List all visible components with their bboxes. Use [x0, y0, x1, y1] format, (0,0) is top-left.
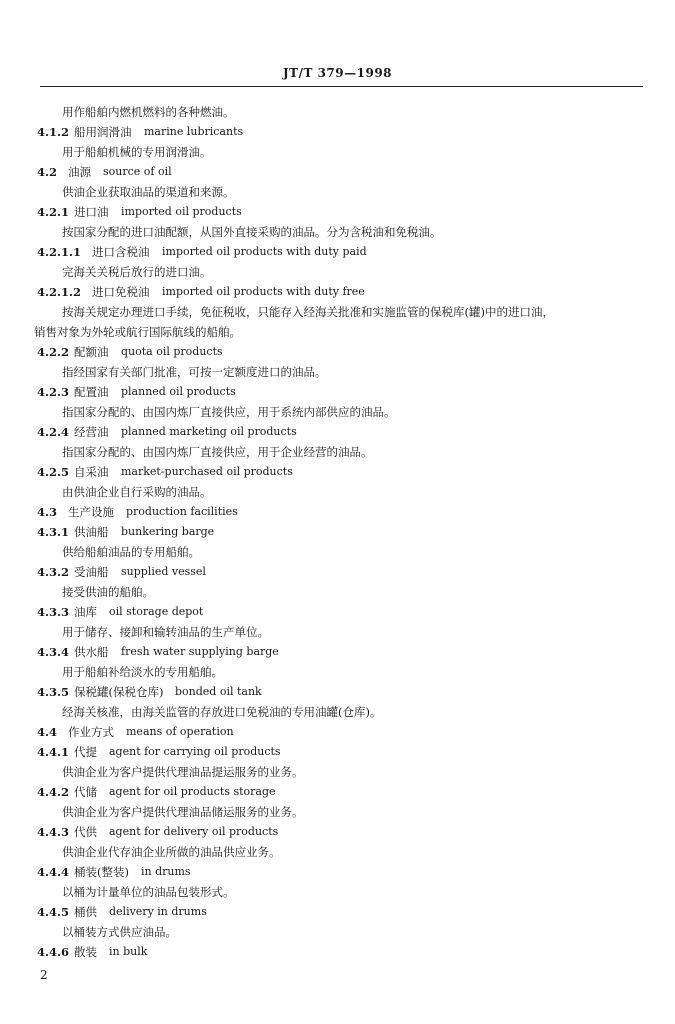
definition-line: 用于船舶补给淡水的专用船舶。	[62, 665, 223, 679]
term-entry	[0, 422, 675, 442]
term-chinese: 进口油	[74, 205, 109, 219]
term-english: delivery in drums	[109, 905, 207, 918]
clause-number: 4.2.5	[37, 465, 70, 479]
term-entry	[0, 722, 675, 742]
clause-number: 4.2.2	[37, 345, 70, 359]
clause-number: 4.2	[37, 165, 58, 179]
clause-number: 4.3.2	[37, 565, 70, 579]
term-entry	[0, 822, 675, 842]
definition-text	[0, 102, 675, 122]
term-entry	[0, 942, 675, 962]
definition-text	[0, 802, 675, 822]
clause-number: 4.3.1	[37, 525, 70, 539]
definition-text	[0, 542, 675, 562]
clause-number: 4.3.5	[37, 685, 70, 699]
definition-text	[0, 662, 675, 682]
clause-number: 4.3.3	[37, 605, 70, 619]
term-chinese: 船用润滑油	[74, 125, 132, 139]
term-entry	[0, 902, 675, 922]
definition-line: 按国家分配的进口油配额，从国外直接采购的油品。分为含税油和免税油。	[62, 225, 442, 239]
clause-number: 4.2.1	[37, 205, 70, 219]
term-english: imported oil products	[121, 205, 242, 218]
clause-number: 4.4.1	[37, 745, 70, 759]
term-english: marine lubricants	[144, 125, 244, 138]
clause-number: 4.2.1.1	[37, 245, 82, 259]
term-english: imported oil products with duty free	[162, 285, 365, 298]
term-english: planned marketing oil products	[121, 425, 297, 438]
term-english: bunkering barge	[121, 525, 215, 538]
term-chinese: 油库	[74, 605, 97, 619]
term-english: fresh water supplying barge	[121, 645, 279, 658]
term-entry	[0, 562, 675, 582]
term-chinese: 桶供	[74, 905, 97, 919]
clause-number: 4.4.2	[37, 785, 70, 799]
term-entry	[0, 602, 675, 622]
term-entry	[0, 122, 675, 142]
clause-number: 4.4.6	[37, 945, 70, 959]
term-entry	[0, 282, 675, 302]
definition-text	[0, 402, 675, 422]
definition-line: 用作船舶内燃机燃料的各种燃油。	[62, 105, 235, 119]
clause-number: 4.4	[37, 725, 58, 739]
term-entry	[0, 522, 675, 542]
definition-text	[0, 582, 675, 602]
term-chinese: 配置油	[74, 385, 109, 399]
term-entry	[0, 462, 675, 482]
definition-text	[0, 442, 675, 462]
clause-number: 4.3	[37, 505, 58, 519]
term-entry	[0, 862, 675, 882]
definition-text	[0, 482, 675, 502]
definition-line: 供给船舶油品的专用船舶。	[62, 545, 200, 559]
definition-line: 供油企业为客户提供代理油品储运服务的业务。	[62, 805, 304, 819]
clause-number: 4.2.4	[37, 425, 70, 439]
term-entry	[0, 502, 675, 522]
term-english: planned oil products	[121, 385, 236, 398]
term-english: in drums	[141, 865, 191, 878]
term-chinese: 供油船	[74, 525, 109, 539]
definition-line: 接受供油的船舶。	[62, 585, 154, 599]
definition-line: 以桶为计量单位的油品包装形式。	[62, 885, 235, 899]
page-number: 2	[40, 968, 48, 982]
term-english: agent for oil products storage	[109, 785, 276, 798]
term-english: oil storage depot	[109, 605, 204, 618]
term-chinese: 进口含税油	[92, 245, 150, 259]
clause-number: 4.4.3	[37, 825, 70, 839]
definition-text	[0, 362, 675, 382]
definition-line: 供油企业获取油品的渠道和来源。	[62, 185, 235, 199]
term-chinese: 代供	[74, 825, 97, 839]
definition-line: 供油企业代存油企业所做的油品供应业务。	[62, 845, 281, 859]
term-entry	[0, 742, 675, 762]
term-english: means of operation	[126, 725, 234, 738]
term-english: market-purchased oil products	[121, 465, 293, 478]
term-entry	[0, 342, 675, 362]
term-chinese: 配额油	[74, 345, 109, 359]
term-entry	[0, 382, 675, 402]
clause-number: 4.3.4	[37, 645, 70, 659]
definition-text	[0, 262, 675, 282]
term-entry	[0, 242, 675, 262]
term-entry	[0, 642, 675, 662]
definition-line: 完海关关税后放行的进口油。	[62, 265, 212, 279]
term-entry	[0, 682, 675, 702]
definition-text	[0, 322, 675, 342]
definition-line: 按海关规定办理进口手续，免征税收，只能存入经海关批准和实施监管的保税库(罐)中的进口油，	[62, 305, 554, 319]
term-chinese: 供水船	[74, 645, 109, 659]
term-english: agent for carrying oil products	[109, 745, 281, 758]
term-entry	[0, 162, 675, 182]
definition-line: 用于储存、接卸和输转油品的生产单位。	[62, 625, 269, 639]
term-english: quota oil products	[121, 345, 223, 358]
definition-text	[0, 762, 675, 782]
header-rule	[40, 86, 643, 87]
term-chinese: 受油船	[74, 565, 109, 579]
term-chinese: 进口免税油	[92, 285, 150, 299]
definition-line: 指经国家有关部门批准，可按一定额度进口的油品。	[62, 365, 327, 379]
definition-line: 指国家分配的、由国内炼厂直接供应，用于系统内部供应的油品。	[62, 405, 396, 419]
term-entry	[0, 782, 675, 802]
term-chinese: 油源	[68, 165, 91, 179]
term-english: in bulk	[109, 945, 148, 958]
definition-line: 供油企业为客户提供代理油品提运服务的业务。	[62, 765, 304, 779]
definition-text	[0, 222, 675, 242]
definition-text	[0, 842, 675, 862]
term-english: agent for delivery oil products	[109, 825, 279, 838]
definition-text	[0, 882, 675, 902]
term-english: production facilities	[126, 505, 238, 518]
clause-number: 4.1.2	[37, 125, 70, 139]
definition-line: 指国家分配的、由国内炼厂直接供应，用于企业经营的油品。	[62, 445, 373, 459]
term-chinese: 散装	[74, 945, 97, 959]
term-chinese: 经营油	[74, 425, 109, 439]
clause-number: 4.4.5	[37, 905, 70, 919]
term-chinese: 代储	[74, 785, 97, 799]
term-chinese: 桶装(整装)	[74, 865, 129, 879]
definition-text	[0, 302, 675, 322]
definition-line: 经海关核准，由海关监管的存放进口免税油的专用油罐(仓库)。	[62, 705, 382, 719]
clause-number: 4.4.4	[37, 865, 70, 879]
document-header: JT/T 379—1998	[282, 66, 393, 80]
definition-text	[0, 142, 675, 162]
clause-number: 4.2.1.2	[37, 285, 82, 299]
term-english: imported oil products with duty paid	[162, 245, 367, 258]
definition-line: 销售对象为外轮或航行国际航线的船舶。	[34, 325, 241, 339]
term-english: bonded oil tank	[175, 685, 262, 698]
document-body	[0, 102, 675, 962]
term-english: source of oil	[103, 165, 172, 178]
definition-text	[0, 922, 675, 942]
term-chinese: 作业方式	[68, 725, 114, 739]
clause-number: 4.2.3	[37, 385, 70, 399]
definition-line: 以桶装方式供应油品。	[62, 925, 177, 939]
definition-text	[0, 182, 675, 202]
term-chinese: 保税罐(保税仓库)	[74, 685, 164, 699]
term-chinese: 代提	[74, 745, 97, 759]
definition-text	[0, 702, 675, 722]
definition-line: 用于船舶机械的专用润滑油。	[62, 145, 212, 159]
term-english: supplied vessel	[121, 565, 206, 578]
definition-text	[0, 622, 675, 642]
term-chinese: 自采油	[74, 465, 109, 479]
term-entry	[0, 202, 675, 222]
definition-line: 由供油企业自行采购的油品。	[62, 485, 212, 499]
term-chinese: 生产设施	[68, 505, 114, 519]
